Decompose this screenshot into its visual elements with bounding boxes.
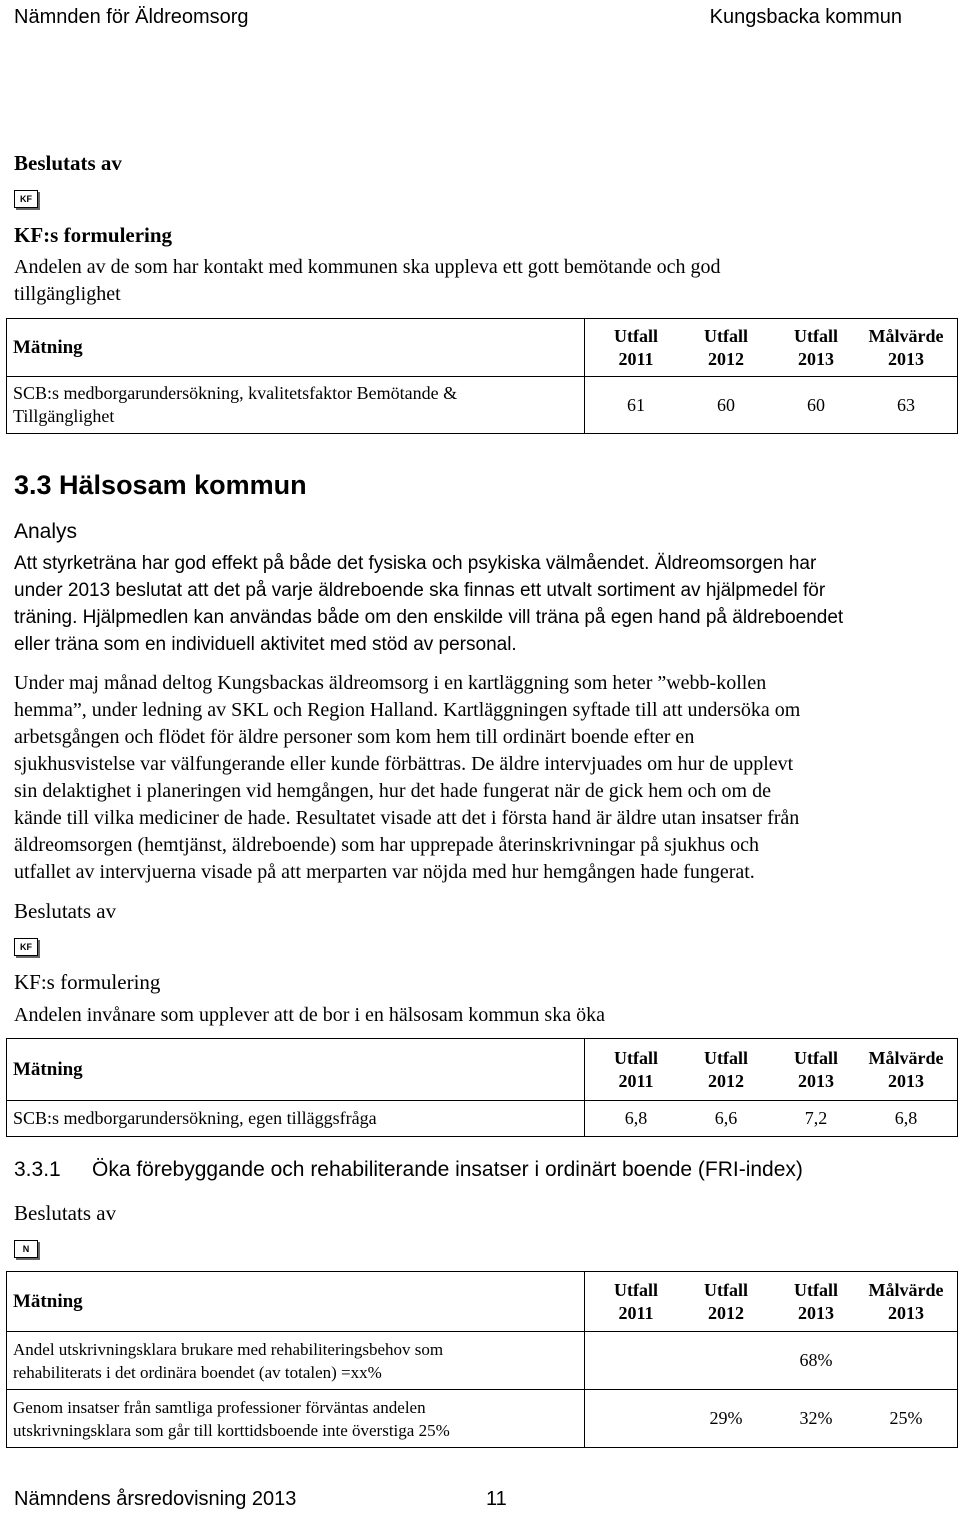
cell-value: 6,8: [894, 1108, 918, 1128]
table-row-label: Genom insatser från samtliga professioner förväntas andelen utskrivningsklara som går till korttidsboende inte överstiga 25%: [7, 1390, 585, 1448]
column-headers: [585, 1272, 958, 1332]
cell-value: 68%: [799, 1350, 833, 1370]
column-headers: [585, 1039, 958, 1101]
table-row-values: [585, 1390, 958, 1448]
analys-heading: Analys: [14, 520, 78, 543]
header-left: Nämnden för Äldreomsorg: [14, 6, 249, 28]
analys-paragraph-1: Att styrketräna har god effekt på både det fysiska och psykiska välmåendet. Äldreomsorgen har under 2013 beslutat att det på varje äldreboende ska finnas ett utvalt sortiment av hjälpmedel för träning. Hjälpmedlen kan användas både om den enskilde vill träna på egen hand på äldreboendet eller träna som en individuell aktivitet med stöd av personal.: [14, 553, 844, 655]
matning-label: Mätning: [7, 319, 585, 377]
cell-value: 6,6: [714, 1108, 738, 1128]
matning-table: [6, 1271, 958, 1448]
footer-title: Nämndens årsredovisning 2013: [14, 1488, 297, 1510]
cell-value: 25%: [889, 1408, 923, 1428]
kf-formulering-line: Andelen invånare som upplever att de bor i en hälsosam kommun ska öka: [14, 1004, 605, 1026]
kf-formulering-heading: KF:s formulering: [14, 223, 173, 247]
beslutats-av-heading: Beslutats av: [14, 1201, 117, 1225]
matning-table: [6, 1038, 958, 1137]
cell-value: 61: [627, 394, 645, 415]
col-header: Utfall 2013: [794, 325, 838, 369]
col-header: Utfall 2011: [614, 1279, 658, 1323]
table-row-values: [585, 1101, 958, 1137]
cell-value: 32%: [799, 1408, 833, 1428]
cell-value: 60: [717, 394, 735, 415]
header-right: Kungsbacka kommun: [709, 6, 902, 28]
col-header: Utfall 2012: [704, 1279, 748, 1323]
table-row-values: [585, 377, 958, 434]
matning-label: Mätning: [7, 1039, 585, 1101]
n-icon: N: [14, 1240, 38, 1258]
cell-value: 7,2: [804, 1108, 828, 1128]
kf-formulering-heading: KF:s formulering: [14, 970, 161, 994]
kf-formulering-line: Andelen av de som har kontakt med kommunen ska uppleva ett gott bemötande och god: [14, 256, 721, 278]
kf-icon: KF: [14, 190, 38, 208]
subsection-number: 3.3.1: [14, 1158, 61, 1181]
page-number: 11: [486, 1488, 507, 1510]
matning-table: [6, 318, 958, 434]
table-row-label: SCB:s medborgarundersökning, egen tilläggsfråga: [7, 1101, 585, 1137]
cell-value: 29%: [709, 1408, 743, 1428]
analys-paragraph-2: Under maj månad deltog Kungsbackas äldreomsorg i en kartläggning som heter ”webb-kollen hemma”, under ledning av SKL och Region Halland. Kartläggningen syftade till att undersöka om arbetsgången och flödet för äldre personer som kom hem till ordinärt boende efter en sjukhusvistelse var välfungerande eller kunde förbättras. De äldre intervjuades om hur de upplevt sin delaktighet i planeringen vid hemgången, hur det hade fungerat när de gick hem och om de kände till vilka mediciner de hade. Resultatet visade att det i första hand är äldre utan insatser från äldreomsorgen (hemtjänst, äldreboende) som har upprepade återinskrivningar på sjukhus och utfallet av intervjuerna visade på att merparten var nöjda med hur hemgången hade fungerat.: [14, 672, 801, 883]
col-header: Målvärde 2013: [868, 1047, 944, 1091]
cell-value: 6,8: [624, 1108, 648, 1128]
col-header: Utfall 2013: [794, 1279, 838, 1323]
cell-value: 63: [897, 394, 915, 415]
section-heading: 3.3 Hälsosam kommun: [14, 470, 307, 500]
col-header: Utfall 2013: [794, 1047, 838, 1091]
matning-label: Mätning: [7, 1272, 585, 1332]
col-header: Målvärde 2013: [868, 325, 944, 369]
col-header: Målvärde 2013: [868, 1279, 944, 1323]
column-headers: [585, 319, 958, 377]
beslutats-av-heading: Beslutats av: [14, 151, 122, 175]
subsection-title: Öka förebyggande och rehabiliterande insatser i ordinärt boende (FRI-index): [92, 1158, 803, 1181]
col-header: Utfall 2012: [704, 325, 748, 369]
kf-formulering-line: tillgänglighet: [14, 283, 121, 305]
table-row-values: [585, 1332, 958, 1390]
table-row-label: Andel utskrivningsklara brukare med rehabiliteringsbehov som rehabiliterats i det ordinära boendet (av totalen) =xx%: [7, 1332, 585, 1390]
cell-value: 60: [807, 394, 825, 415]
col-header: Utfall 2012: [704, 1047, 748, 1091]
kf-icon: KF: [14, 938, 38, 956]
col-header: Utfall 2011: [614, 325, 658, 369]
beslutats-av-heading: Beslutats av: [14, 899, 117, 923]
table-row-label: SCB:s medborgarundersökning, kvalitetsfaktor Bemötande & Tillgänglighet: [7, 377, 585, 434]
col-header: Utfall 2011: [614, 1047, 658, 1091]
